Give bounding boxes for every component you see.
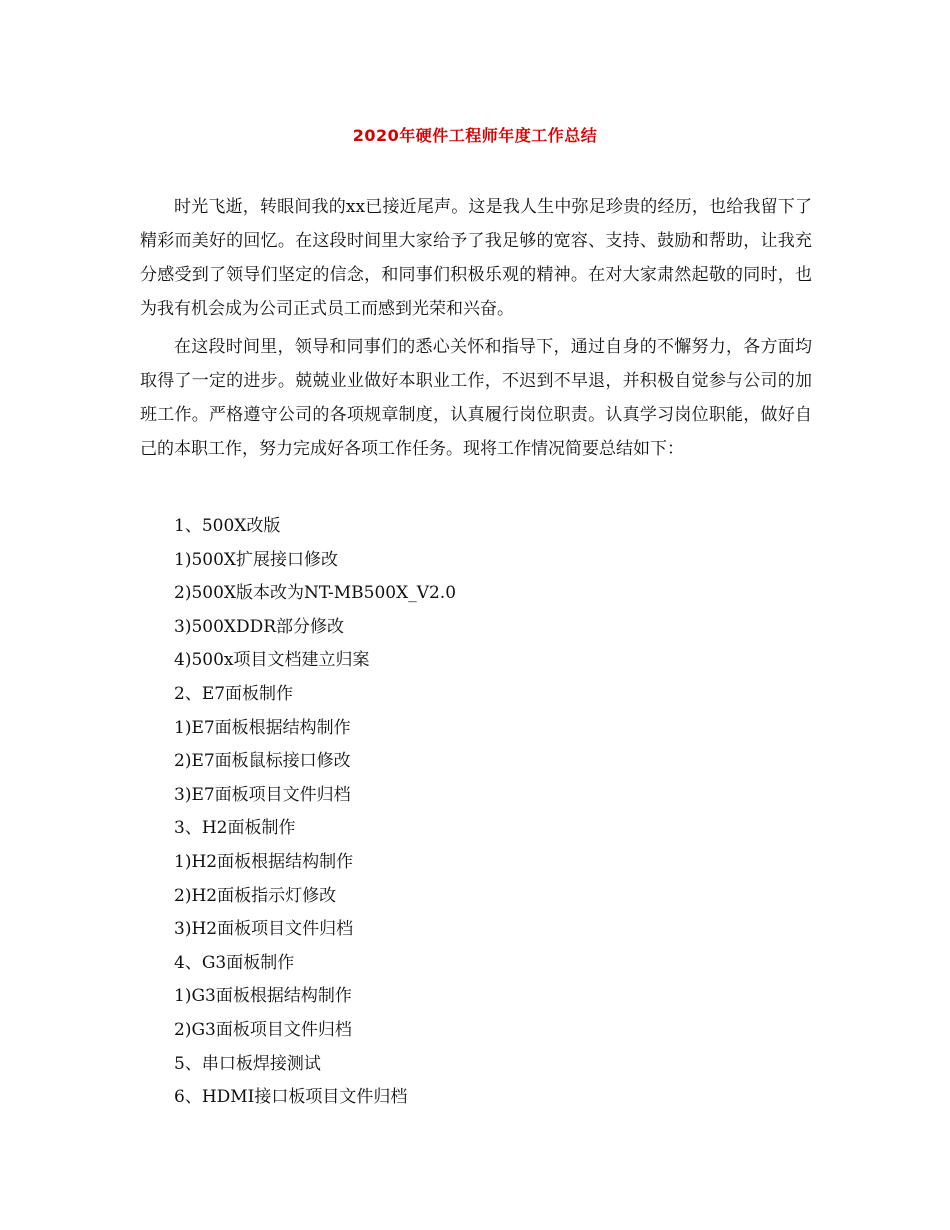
list-item: 3)E7面板项目文件归档 [174,784,351,805]
list-item: 3)500XDDR部分修改 [174,616,345,637]
list-item: 4)500x项目文档建立归案 [174,650,370,671]
list-item: 2)G3面板项目文件归档 [174,1019,352,1040]
paragraph-summary: 在这段时间里，领导和同事们的悉心关怀和指导下，通过自身的不懈努力，各方面均取得了一定的进步。兢兢业业做好本职业工作，不迟到不早退，并积极自觉参与公司的加班工作。严格遵守公司的各项规章制度，认真履行岗位职责。认真学习岗位职能，做好自己的本职工作，努力完成好各项工作任务。现将工作情况简要总结如下： [140,337,812,459]
list-item: 2)500X版本改为NT-MB500X_V2.0 [174,583,457,604]
list-item: 1、500X改版 [174,516,281,536]
list-item: 2)H2面板指示灯修改 [174,885,337,906]
list-item: 2)E7面板鼠标接口修改 [174,751,351,772]
work-items-list [174,510,456,1115]
paragraph-intro: 时光飞逝，转眼间我的xx已接近尾声。这是我人生中弥足珍贵的经历，也给我留下了精彩而美好的回忆。在这段时间里大家给予了我足够的宽容、支持、鼓励和帮助，让我充分感受到了领导们坚定的信念，和同事们积极乐观的精神。在对大家肃然起敬的同时，也为我有机会成为公司正式员工而感到光荣和兴奋。 [140,197,812,319]
list-item: 3、H2面板制作 [174,818,296,839]
list-item: 1)G3面板根据结构制作 [174,986,352,1007]
list-item: 3)H2面板项目文件归档 [174,919,354,940]
list-item: 1)H2面板根据结构制作 [174,851,354,872]
list-item: 4、G3面板制作 [174,952,295,973]
list-item: 1)500X扩展接口修改 [174,549,338,570]
list-item: 1)E7面板根据结构制作 [174,717,351,738]
list-item: 6、HDMI接口板项目文件归档 [174,1087,408,1108]
list-item: 5、串口板焊接测试 [174,1053,321,1074]
list-item: 2、E7面板制作 [174,683,294,704]
document-title: 2020年硬件工程师年度工作总结 [352,126,598,145]
